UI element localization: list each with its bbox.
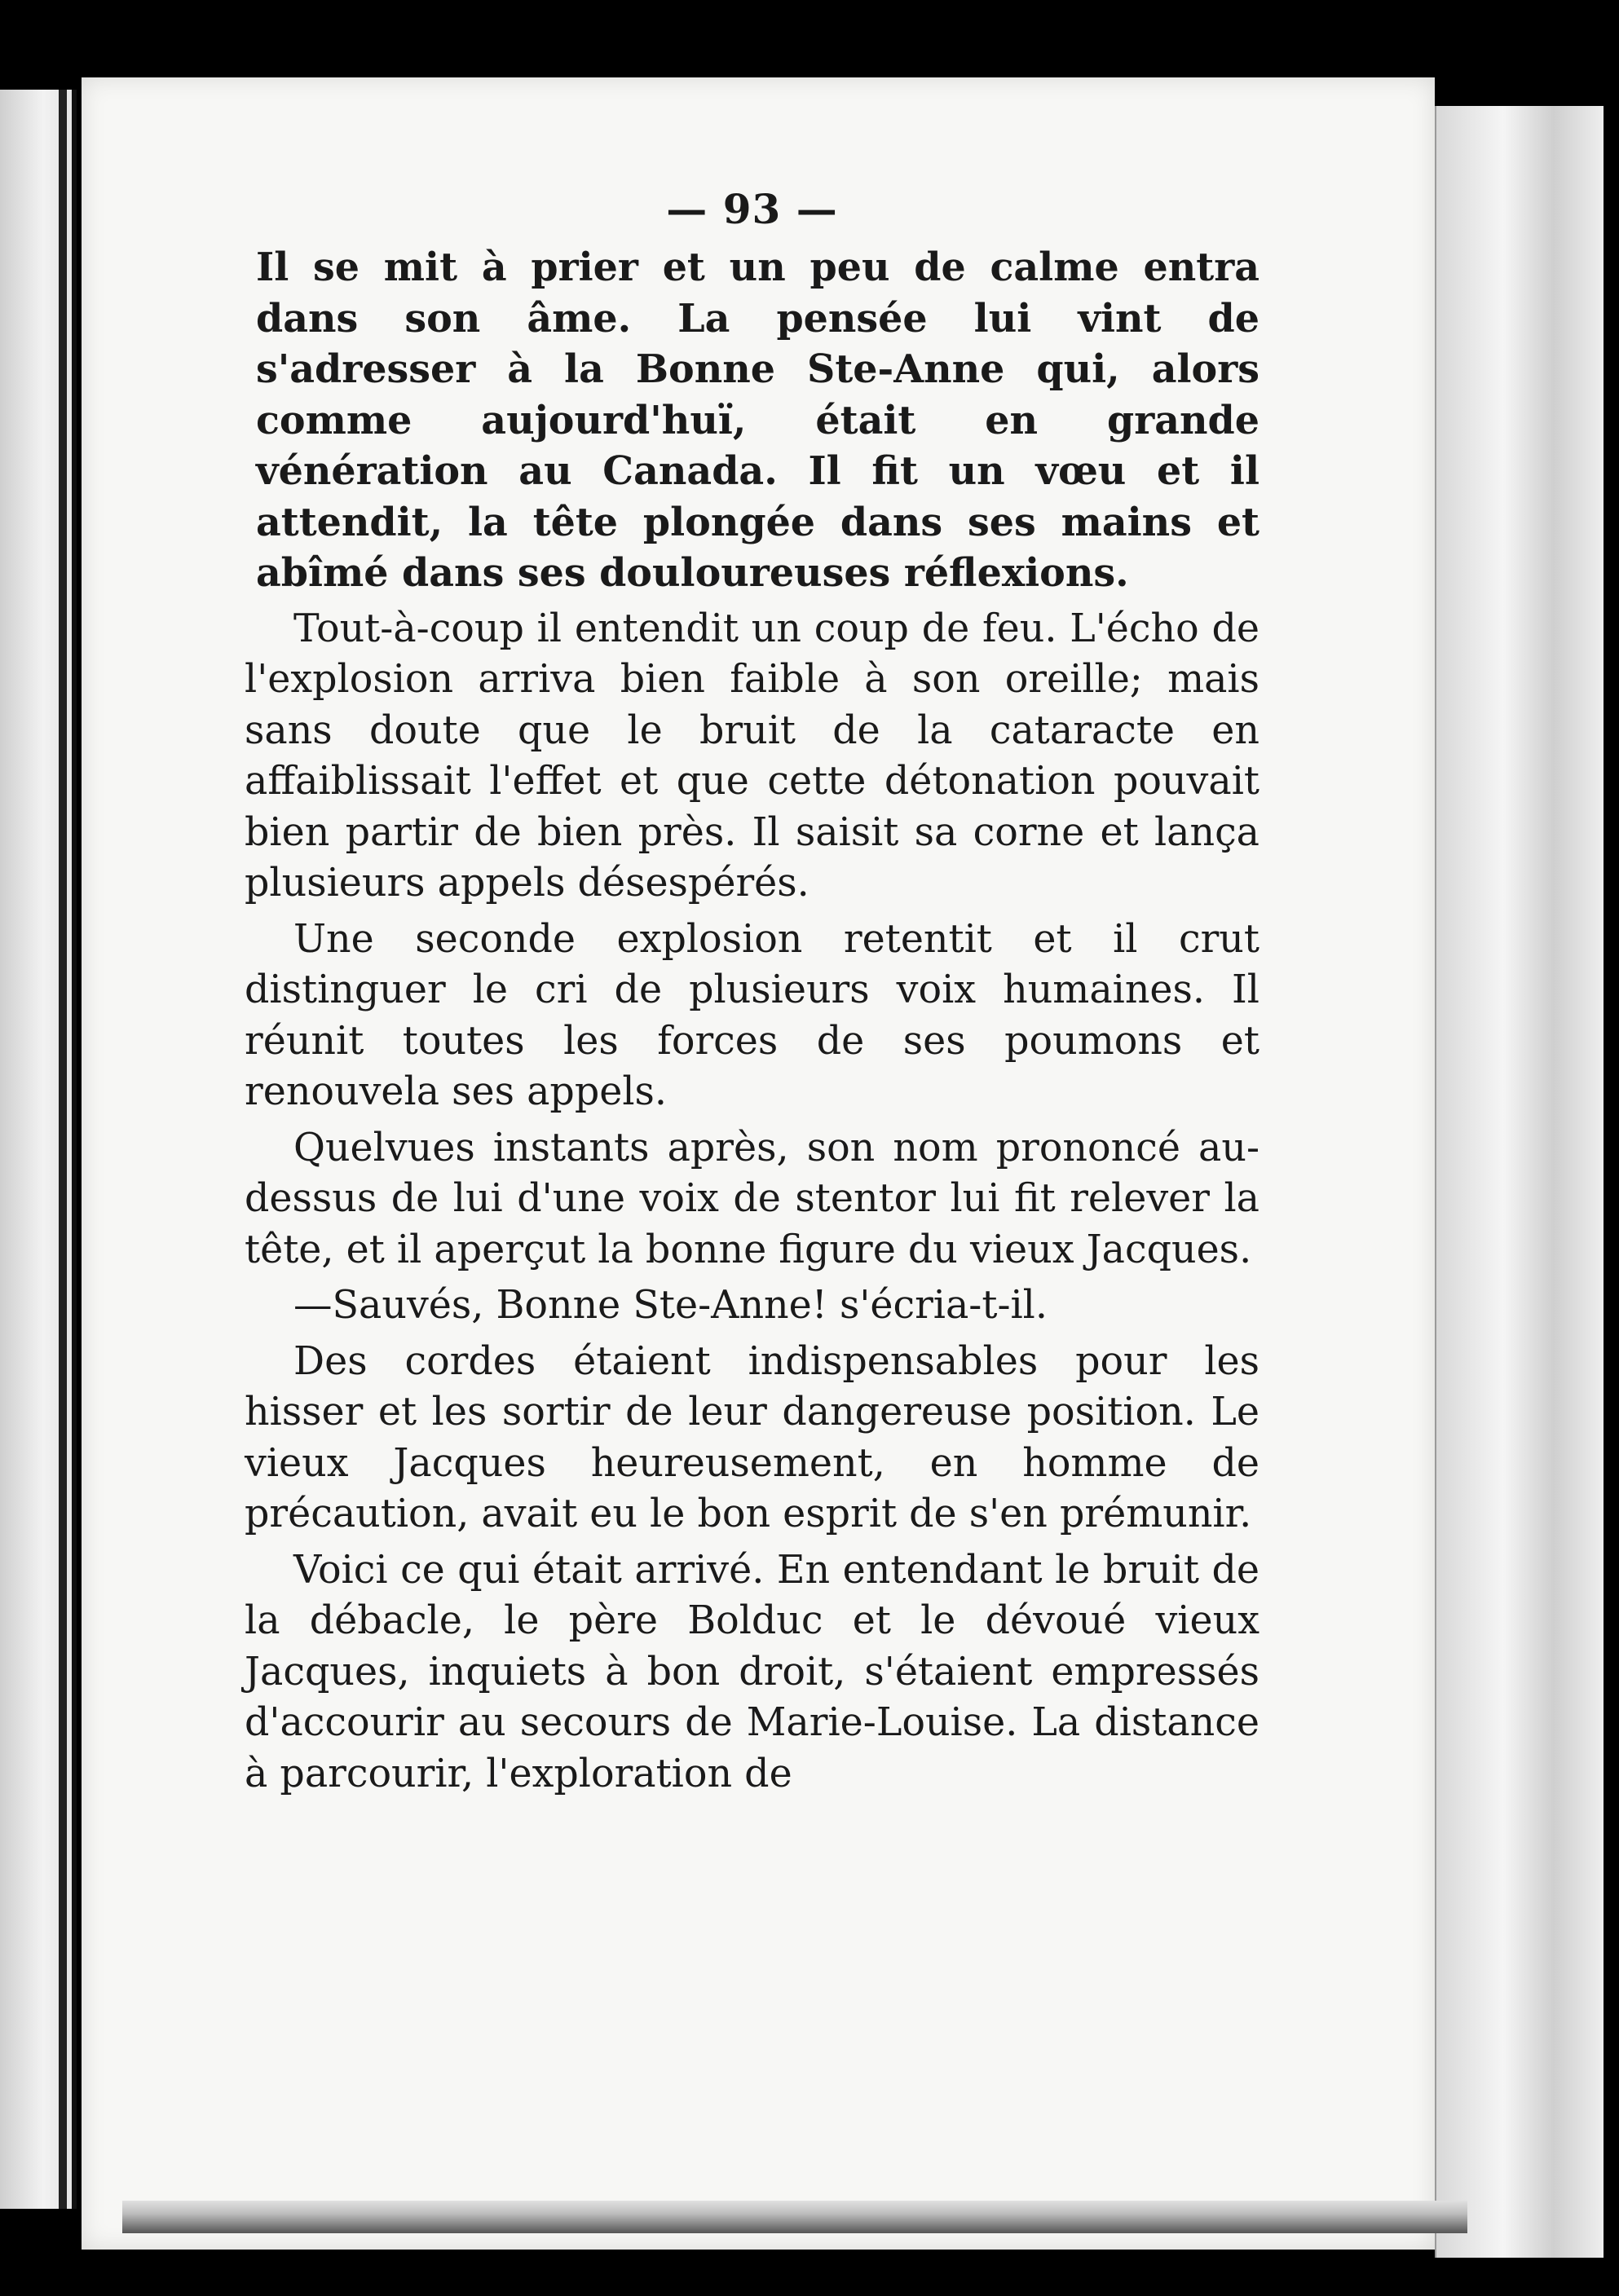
paragraph-2: Tout-à-coup il entendit un coup de feu. L'écho de l'explosion arriva bien faible à son oreille; mais sans doute que le bruit de la cataracte en affaiblissait l'effet et que cette détonation pouvait bien partir de bien près. Il saisit sa corne et lança plusieurs appels désespérés.: [245, 606, 1259, 906]
paragraph-6: Des cordes étaient indispensables pour les hisser et les sortir de leur dangereuse position. Le vieux Jacques heureusement, en homme de précaution, avait eu le bon esprit de s'en prémunir.: [245, 1338, 1259, 1536]
paragraph-7: Voici ce qui était arrivé. En entendant le bruit de la débacle, le père Bolduc et le dévoué vieux Jacques, inquiets à bon droit, s'étaient empressés d'accourir au secours de Marie-Louise. La distance à parcourir, l'exploration de: [245, 1547, 1259, 1796]
facing-page-edge: [0, 90, 77, 2209]
paragraph-4: Quelvues instants après, son nom prononcé au-dessus de lui d'une voix de stentor lui fit relever la tête, et il aperçut la bonne figure du vieux Jacques.: [245, 1125, 1259, 1272]
page-bottom-edge: [122, 2201, 1467, 2233]
paragraph-1: Il se mit à prier et un peu de calme entra dans son âme. La pensée lui vint de s'adresser à la Bonne Ste-Anne qui, alors comme aujourd'huï, était en grande vénération au Canada. Il fit un vœu et il attendit, la tête plongée dans ses mains et abîmé dans ses douloureuses réflexions.: [256, 245, 1259, 596]
paragraph-5: —Sauvés, Bonne Ste-Anne! s'écria-t-il.: [293, 1283, 1048, 1328]
paragraph-3: Une seconde explosion retentit et il crut distinguer le cri de plusieurs voix humaines. Il réunit toutes les forces de ses poumons et renouvela ses appels.: [245, 916, 1259, 1114]
page-text: [245, 183, 1259, 1805]
page-number: — 93 —: [666, 185, 838, 233]
page-stack-edge: [1435, 106, 1604, 2258]
